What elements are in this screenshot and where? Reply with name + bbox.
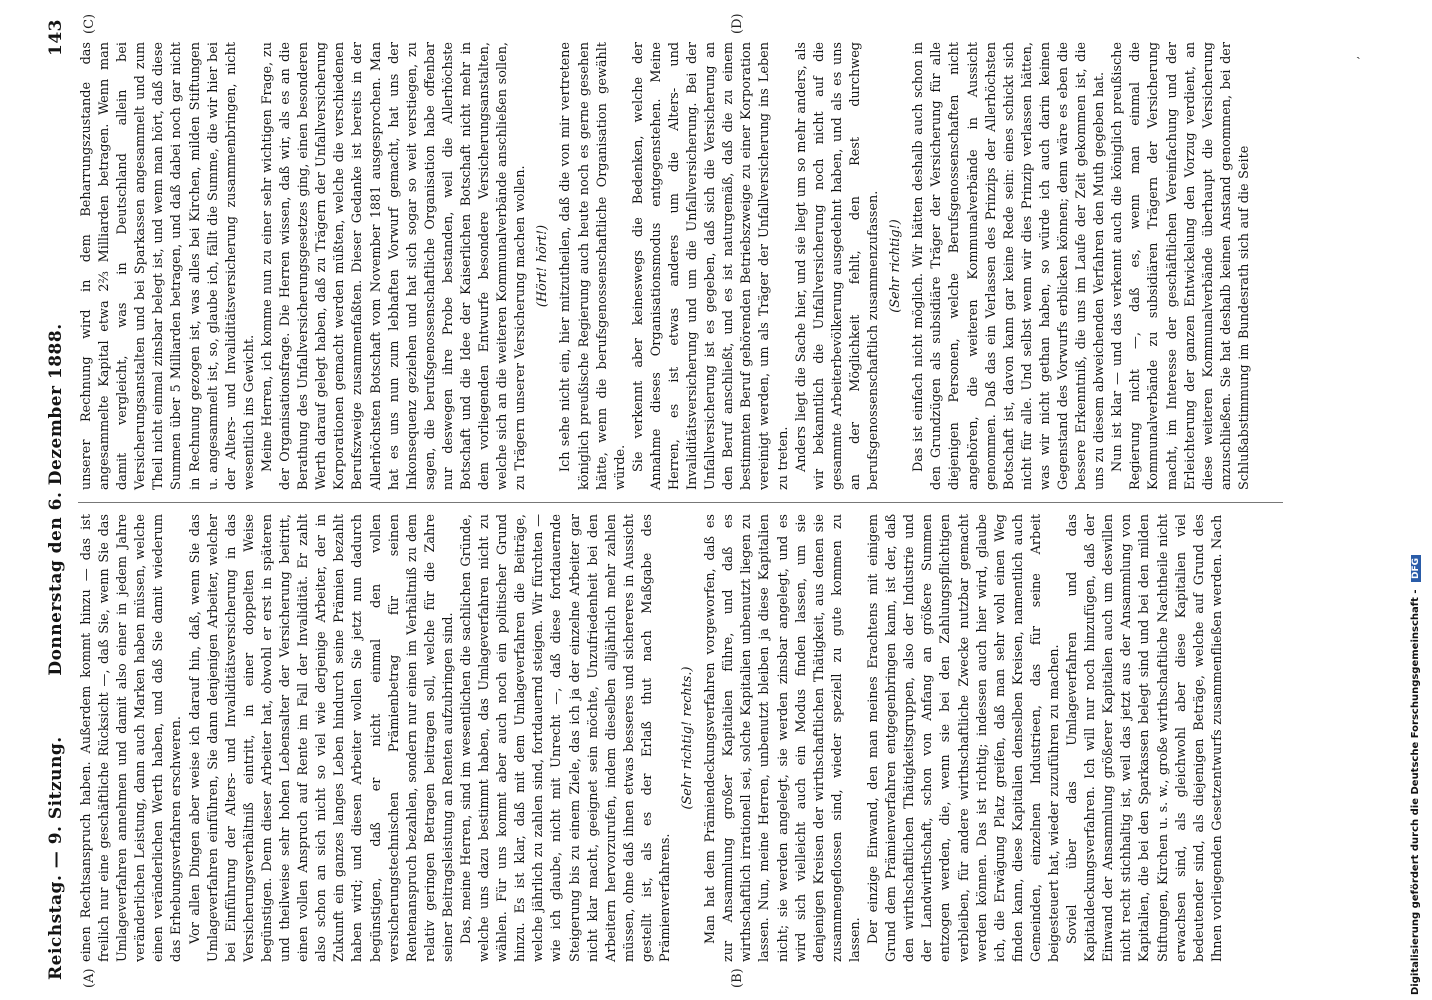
- paragraph: Meine Herren, ich komme nun zu einer sehr wichtigen Frage, zu der Organisationsfrage. Die Herren wissen, daß wir, als es an die Berathung des Unfallversicherungsgesetzes ging, einen besonderen Werth darauf gelegt haben, daß zu Trägern der Unfallversicherung Korporationen gemacht werden müßten, welche die verschiedenen Berufszweige zusammenfaßten. Dieser Gedanke ist bereits in der Allerhöchsten Botschaft vom November 1881 ausgesprochen. Man hat es uns nun zum lebhaften Vorwurf gemacht, hat uns der Inkonsequenz geziehen und hat sich sogar so weit verstiegen, zu sagen, die berufsgenossenschaftliche Organisation habe offenbar nur deswegen ihre Probe bestanden, weil die Allerhöchste Botschaft und die Idee der Kaiserlichen Botschaft nicht mehr in dem vorliegenden Entwurfe besondere Versicherungsanstalten, welche sich an die weiteren Kommunalverbände anschließen sollen, zu Trägern unserer Versicherung machen wollen.: [259, 42, 529, 490]
- interjection: (Sehr richtig!): [888, 219, 904, 313]
- paragraph: unserer Rechnung wird in dem Beharrungszustande das angesammelte Kapital etwa 2⅔ Milliarden betragen. Wenn man damit vergleicht, was in Deutschland allein bei Versicherungsanstalten und bei Sparkassen angesammelt und zum Theil nicht einmal zinsbar belegt ist, und wenn man hört, daß diese Summen über 5 Milliarden betragen, und daß dabei noch gar nicht in Rechnung gezogen ist, was alles bei Kirchen, milden Stiftungen u. angesammelt ist, so, glaube ich, fällt die Summe, die wir hier bei der Alters- und Invaliditätsversicherung zusammenbringen, nicht wesentlich ins Gewicht.: [79, 42, 257, 490]
- margin-marker-a: (A): [82, 968, 97, 988]
- interjection: (Hört! hört!): [535, 224, 551, 308]
- column-divider: [78, 502, 1283, 503]
- paragraph: Ich sehe nicht ein, hier mitzutheilen, daß die von mir vertretene königlich preußische Regierung auch heute noch es gerne gesehen hätte, wenn die berufsgenossenschaftliche Organisation gewählt würde.: [558, 42, 628, 490]
- interjection: (Sehr richtig! rechts.): [680, 666, 696, 810]
- paragraph: einen Rechtsanspruch haben. Außerdem kommt hinzu — das ist freilich nur eine geschäftliche Rücksicht —, daß Sie, wenn Sie das Umlageverfahren annehmen und damit also einer in jedem Jahre veränderlichen Leistung, dann auch Marken haben müssen, welche einen veränderlichen Werth haben, und daß Sie damit wiederum das Erhebungsverfahren erschweren.: [79, 514, 185, 962]
- paragraph: Vor allen Dingen aber weise ich darauf hin, daß, wenn Sie das Umlageverfahren einführen, Sie dann denjenigen Arbeiter, welcher bei Einführung der Alters- und Invaliditätsversicherung in das Versicherungsverhältniß eintritt, in einer doppelten Weise begünstigen. Denn dieser Arbeiter hat, obwohl er erst in späteren und theilweise sehr hohen Lebensalter der Versicherung beitritt, einen vollen Anspruch auf Rente im Fall der Invalidität. Er zahlt also schon an sich nicht so viel wie derjenige Arbeiter, der in Zukunft ein ganzes langes Leben hindurch seine Prämien bezahlt haben wird; und diesen Arbeiter wollen Sie jetzt nun dadurch begünstigen, daß er nicht einmal den vollen versicherungstechnischen Prämienbetrag für seinen Rentenanspruch bezahlen, sondern nur einen im Verhältniß zu dem relativ geringen Betragen beitragen soll, welche für die Zahre seiner Beitragsleistung an Renten aufzubringen sind.: [187, 514, 456, 962]
- margin-marker-d: (D): [730, 13, 745, 34]
- left-text-column: [78, 514, 1227, 962]
- paragraph: Nun ist klar — und das verkennt auch die königlich preußische Regierung nicht —, daß es, wenn man einmal die Kommunalverbände zu subsidiären Trägern der Versicherung macht, im Interesse der geschäftlichen Vereinfachung und der Erleichterung der ganzen Entwickelung den Vorzug verdient, an diese weiteren Kommunalverbände überhaupt die Versicherung anzuschließen. Sie hat deshalb keinen Anstand genommen, bei der Schlußabstimmung im Bundesrath sich auf die Seite: [1110, 42, 1252, 490]
- paragraph: Sie verkennt aber keineswegs die Bedenken, welche der Annahme dieses Organisationsmodus entgegenstehen. Meine Herren, es ist etwas anderes um die Alters- und Invaliditätsversicherung und um die Unfallversicherung. Bei der Unfallversicherung ist es gegeben, daß sich die Versicherung an den Beruf anschließt, und es ist naturgemäß, daß die zu einem bestimmten Beruf gehörenden Betriebszweige zu einer Korporation vereinigt werden, um als Träger der Unfallversicherung ins Leben zu treten.: [630, 42, 791, 490]
- margin-marker-c: (C): [82, 13, 97, 34]
- dfg-logo: DFG: [1411, 555, 1421, 582]
- paragraph: Anders liegt die Sache hier, und sie liegt um so mehr anders, als wir bekanntlich die Unfallversicherung noch nicht auf die gesammte Arbeiterbevölkerung ausgedehnt haben, und als es uns an der Möglichkeit fehlt, den Rest durchweg berufsgenossenschaftlich zusammenzufassen.: [793, 42, 882, 490]
- header-date: Donnerstag den 6. Dezember 1888.: [46, 323, 66, 676]
- paragraph: Das, meine Herren, sind im wesentlichen die sachlichen Gründe, welche uns dazu bestimmt haben, das Umlageverfahren nicht zu wählen. Für uns kommt aber auch noch ein politischer Grund hinzu. Es ist klar, daß mit dem Umlageverfahren die Beiträge, welche jährlich zu zahlen sind, fortdauernd steigen. Wir fürchten — wie ich glaube, nicht mit Unrecht —, daß diese fortdauernde Steigerung bis zu einem Ziele, das ich ja der einzelne Arbeiter gar nicht klar macht, geeignet sein möchte, Unzufriedenheit bei den Arbeitern hervorzurufen, indem dieselben alljährlich mehr zahlen müssen, ohne daß ihnen etwas besseres und sichereres in Aussicht gestellt ist, als es der Erlaß thut nach Maßgabe des Prämienverfahrens.: [458, 514, 673, 962]
- page-header: [42, 19, 72, 980]
- funding-text: Digitalisierung gefördert durch die Deutsche Forschungsgemeinschaft -: [1410, 589, 1421, 995]
- funding-notice: [1410, 5, 1426, 995]
- paragraph: Das ist einfach nicht möglich. Wir hätten deshalb auch schon in den Grundzügen als subsidiäre Träger der Versicherung für alle diejenigen Personen, welche Berufsgenossenschaften nicht angehören, die weiteren Kommunalverbände in Aussicht genommen. Daß das ein Verlassen des Prinzips der Allerhöchsten Botschaft ist, davon kann gar keine Rede sein: eines schickt sich nicht für alle. Und selbst wenn wir dies Prinzip verlassen hätten, was wir nicht gethan haben, so würde ich auch darin keinen Gegenstand des Vorwurfs erblicken können; denn wäre es eben die bessere Erkenntniß, die uns im Laufe der Zeit gekommen ist, die uns zu diesem abweichenden Verfahren den Muth gegeben hat.: [911, 42, 1108, 490]
- paragraph: Man hat dem Prämiendeckungsverfahren vorgeworfen, daß es zur Ansammlung großer Kapitalien führe, und daß es wirthschaftlich irrationell sei, solche Kapitalien unbenutzt liegen zu lassen. Nun, meine Herren, unbenutzt bleiben ja diese Kapitalien nicht; sie werden angelegt, sie werden zinsbar angelegt, und es wird sich vielleicht auch ein Modus finden lassen, um sie denjenigen Kreisen der wirthschaftlichen Thätigkeit, aus denen sie zusammengeflossen sind, wieder speziell zu gute kommen zu lassen.: [703, 514, 863, 962]
- paragraph: Der einzige Einwand, den man meines Erachtens mit einigem Grund dem Prämienverfahren entgegenbringen kann, ist der, daß den wirthschaftlichen Thätigkeitsgruppen, also der Industrie und der Landwirthschaft, schon von Anfang an größere Summen entzogen werden, die, wenn sie bei den Zahlungspflichtigen verbleiben, für andere wirthschaftliche Zwecke nutzbar gemacht werden können. Das ist richtig; indessen auch hier wird, glaube ich, die Erwägung Platz greifen, daß man sehr wohl einen Weg finden kann, diese Kapitalien denselben Kreisen, namentlich auch Gemeinden, einzelnen Industrieen, das für seine Arbeit beigesteuert hat, wieder zuzuführen zu machen.: [866, 514, 1062, 962]
- header-left: Reichstag. — 9. Sitzung.: [46, 736, 66, 980]
- right-text-column: [78, 42, 1254, 490]
- rotated-document-page: [30, 7, 1330, 992]
- page-number: 143: [46, 19, 66, 56]
- paragraph: Soviel über das Umlageverfahren und das Kapitaldeckungsverfahren. Ich will nur noch hinzufügen, daß der Einwand der Ansammlung größerer Kapitalien auch um deswillen nicht recht stichhaltig ist, weil das jetzt aus der Ansammlung von Kapitalien, die bei den Sparkassen belegt sind und bei den milden Stiftungen, Kirchen u. s. w., große wirthschaftliche Nachtheile nicht erwachsen sind, als gleichwohl aber diese Kapitalien viel bedeutender sind, als diejenigen Beträge, welche auf Grund des Ihnen vorliegenden Gesetzentwurfs zusammenfließen werden. Nach: [1065, 514, 1225, 962]
- scan-mark: ˏ: [1356, 44, 1361, 60]
- margin-marker-b: (B): [730, 968, 745, 988]
